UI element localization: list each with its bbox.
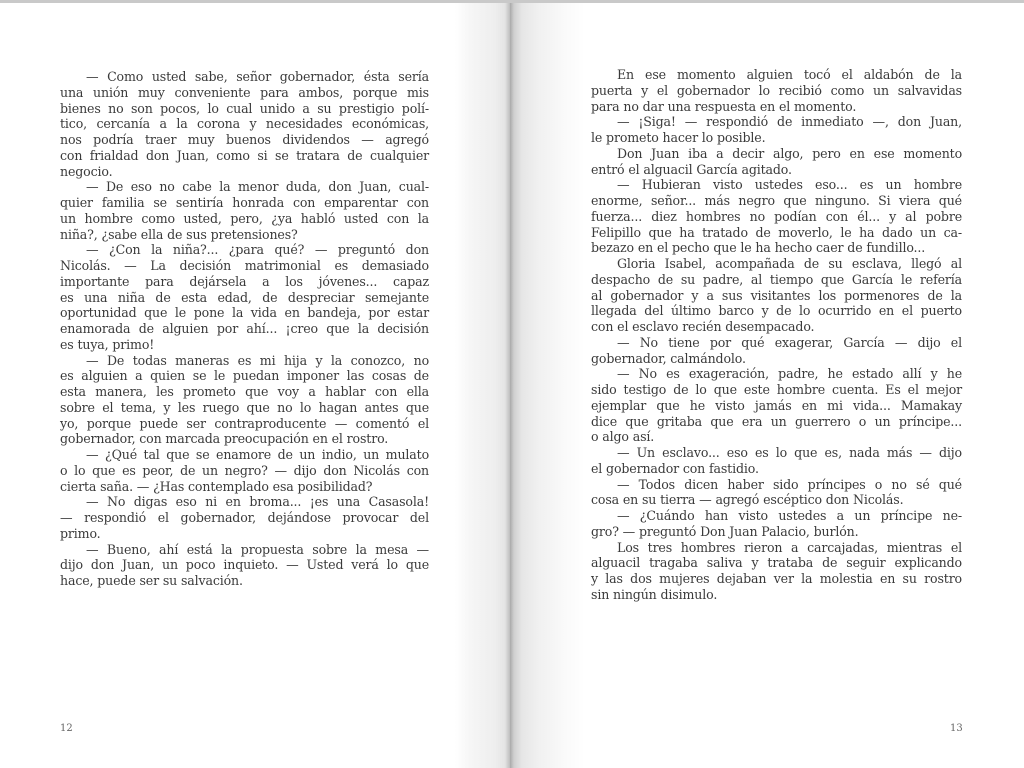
text-line: el gobernador con fastidio. [591, 460, 759, 476]
text-line: con frialdad don Juan, como si se tratara de cualquier [60, 147, 429, 163]
text-line: gobernador, calmándolo. [591, 350, 746, 366]
text-line: — Como usted sabe, señor gobernador, ésta sería [86, 69, 429, 84]
text-line: gobernador, con marcada preocupación en el rostro. [60, 431, 389, 447]
left-page [0, 3, 510, 768]
text-line: — ¿Cuándo han visto ustedes a un príncipe ne- [617, 508, 962, 523]
text-line: cierta saña. — ¿Has contemplado esa posibilidad? [60, 478, 373, 494]
text-line: esta manera, les prometo que voy a hablar con ella [60, 384, 429, 399]
text-line: sin ningún disimulo. [591, 586, 718, 602]
text-line: Felipillo que ha tratado de moverlo, le ha dado un ca- [591, 224, 962, 240]
left-page-number: 12 [60, 723, 73, 734]
text-line: hace, puede ser su salvación. [60, 573, 243, 588]
text-line: puerta y el gobernador lo recibió como un salvavidas [591, 82, 962, 98]
text-line: cosa en su tierra — agregó escéptico don Nicolás. [591, 492, 904, 508]
text-line: enamorada de alguien por ahí... ¡creo que la decisión [60, 321, 429, 336]
text-line: primo. [60, 525, 101, 541]
text-line: fuerza... diez hombres no podían con él... y al pobre [591, 208, 962, 224]
text-line: bienes no son pocos, lo cual unido a su prestigio polí- [60, 100, 429, 116]
text-line: Los tres hombres rieron a carcajadas, mientras el [617, 539, 962, 555]
text-line: es tuya, primo! [60, 336, 155, 352]
text-line: bezazo en el pecho que le ha hecho caer de fundillo... [591, 240, 926, 256]
right-page [510, 3, 1024, 768]
text-line: — No es exageración, padre, he estado allí y he [617, 366, 962, 382]
text-line: — De eso no cabe la menor duda, don Juan, cual- [86, 179, 429, 195]
text-line: Don Juan iba a decir algo, pero en ese momento [617, 145, 962, 161]
text-line: le prometo hacer lo posible. [591, 130, 766, 145]
text-line: dijo don Juan, un poco inquieto. — Usted verá lo que [60, 557, 429, 573]
text-line: o lo que es peor, de un negro? — dijo don Nicolás con [60, 462, 429, 478]
right-page-number: 13 [950, 723, 963, 734]
text-line: una unión muy conveniente para ambos, porque mis [60, 84, 429, 100]
text-line: tico, cercanía a la corona y necesidades económicas, [60, 116, 429, 132]
book-spread [0, 3, 1024, 768]
text-line: — Un esclavo... eso es lo que es, nada más — dijo [617, 445, 962, 460]
text-line: niña?, ¿sabe ella de sus pretensiones? [60, 226, 298, 242]
text-line: y las dos mujeres dejaban ver la molestia en su rostro [591, 571, 962, 586]
text-line: un hombre como usted, pero, ¿ya habló usted con la [60, 210, 429, 226]
text-line: En ese momento alguien tocó el aldabón de la [617, 67, 962, 82]
text-line: — respondió el gobernador, dejándose provocar del [60, 510, 429, 525]
text-line: quier familia se sentiría honrada con emparentar con [60, 195, 429, 210]
right-page-text [591, 67, 962, 603]
text-line: yo, porque puede ser contraproducente — comentó el [60, 415, 429, 431]
text-line: entró el alguacil García agitado. [591, 161, 792, 177]
text-line: — Bueno, ahí está la propuesta sobre la mesa — [86, 541, 429, 557]
text-line: sido testigo de lo que este hombre cuenta. Es el mejor [591, 382, 962, 397]
left-page-text [60, 69, 429, 589]
text-line: ejemplar que he visto jamás en mi vida... Mamakay [591, 397, 962, 413]
text-line: alguacil tragaba saliva y trataba de seguir explicando [591, 555, 962, 571]
text-line: — ¿Con la niña?... ¿para qué? — preguntó don [86, 242, 429, 258]
text-line: oportunidad que le pone la vida en bandeja, por estar [60, 305, 429, 321]
text-line: — No digas eso ni en broma... ¡es una Casasola! [86, 494, 429, 510]
text-line: nos podría traer muy buenos dividendos — agregó [60, 132, 429, 147]
text-line: — No tiene por qué exagerar, García — dijo el [617, 334, 962, 350]
text-line: despacho de su padre, al tiempo que García le refería [591, 271, 962, 287]
text-line: — Todos dicen haber sido príncipes o no sé qué [617, 476, 962, 492]
text-line: negocio. [60, 163, 113, 179]
text-line: — De todas maneras es mi hija y la conozco, no [86, 352, 429, 368]
text-line: — ¡Siga! — respondió de inmediato —, don Juan, [617, 114, 962, 130]
text-line: con el esclavo recién desempacado. [591, 319, 815, 334]
text-line: enorme, señor... más negro que ninguno. Si viera qué [591, 193, 962, 208]
text-line: gro? — preguntó Don Juan Palacio, burlón. [591, 523, 859, 539]
text-line: — Hubieran visto ustedes eso... es un hombre [617, 177, 962, 193]
text-line: o algo así. [591, 429, 655, 445]
text-line: — ¿Qué tal que se enamore de un indio, un mulato [86, 447, 429, 462]
text-line: para no dar una respuesta en el momento. [591, 98, 857, 114]
text-line: llegada del último barco y de lo ocurrido en el puerto [591, 303, 962, 319]
text-line: sobre el tema, y les ruego que no lo hagan antes que [60, 399, 429, 415]
text-line: al gobernador y a sus visitantes los pormenores de la [591, 287, 962, 303]
text-line: Gloria Isabel, acompañada de su esclava, llegó al [617, 256, 962, 271]
text-line: Nicolás. — La decisión matrimonial es demasiado [60, 258, 429, 273]
text-line: dice que gritaba que era un guerrero o un príncipe... [591, 413, 962, 429]
text-line: es alguien a quien se le puedan imponer las cosas de [60, 368, 429, 384]
text-line: es una niña de esta edad, de despreciar semejante [60, 289, 429, 305]
text-line: importante para dejársela a los jóvenes... capaz [60, 273, 429, 289]
